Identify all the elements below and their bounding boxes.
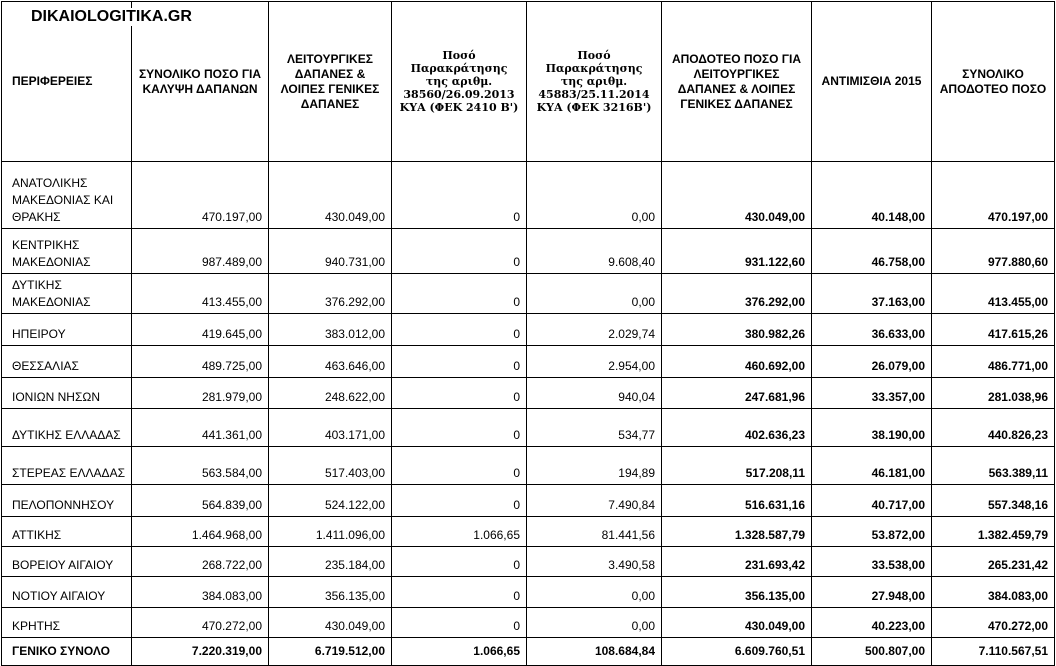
total-paid-cell: 486.771,00 xyxy=(932,346,1055,378)
operating-cell: 940.731,00 xyxy=(269,229,392,274)
header-withhold-2014: Ποσό Παρακράτησης της αριθμ. 45883/25.11.2014 ΚΥΑ (ΦΕΚ 3216Β') xyxy=(527,2,662,162)
operating-cell: 524.122,00 xyxy=(269,485,392,517)
operating-cell: 403.171,00 xyxy=(269,409,392,447)
header-allowance: ΑΝΤΙΜΙΣΘΙΑ 2015 xyxy=(812,2,932,162)
paid-operating-cell: 380.982,26 xyxy=(662,314,812,346)
total-paid-cell: 265.231,42 xyxy=(932,547,1055,577)
operating-cell: 383.012,00 xyxy=(269,314,392,346)
allowance-cell: 33.538,00 xyxy=(812,547,932,577)
total-cost-cell: 987.489,00 xyxy=(132,229,269,274)
withhold-2014-cell: 194,89 xyxy=(527,447,662,485)
total-cost-cell: 489.725,00 xyxy=(132,346,269,378)
total-paid-cell: 977.880,60 xyxy=(932,229,1055,274)
table-row xyxy=(2,608,1055,638)
total-cost-cell: 268.722,00 xyxy=(132,547,269,577)
withhold-2014-cell: 0,00 xyxy=(527,577,662,608)
allowance-cell: 33.357,00 xyxy=(812,378,932,409)
total-paid-cell: 1.382.459,79 xyxy=(932,517,1055,547)
region-cell: ΠΕΛΟΠΟΝΝΗΣΟΥ xyxy=(2,485,132,517)
paid-operating-cell: 516.631,16 xyxy=(662,485,812,517)
withhold-2013-cell: 0 xyxy=(392,314,527,346)
operating-cell: 376.292,00 xyxy=(269,274,392,314)
table-row xyxy=(2,409,1055,447)
total-cost-cell: 470.272,00 xyxy=(132,608,269,638)
total-paid-sum: 7.110.567,51 xyxy=(932,638,1055,666)
header-paid-operating: ΑΠΟΔΟΤΕΟ ΠΟΣΟ ΓΙΑ ΛΕΙΤΟΥΡΓΙΚΕΣ ΔΑΠΑΝΕΣ & ΛΟΙΠΕΣ ΓΕΝΙΚΕΣ ΔΑΠΑΝΕΣ xyxy=(662,2,812,162)
allowance-cell: 46.758,00 xyxy=(812,229,932,274)
withhold-2013-cell: 0 xyxy=(392,547,527,577)
allowance-cell: 40.223,00 xyxy=(812,608,932,638)
header-region: ΠΕΡΙΦΕΡΕΙΕΣ xyxy=(2,2,132,162)
region-cell: ΗΠΕΙΡΟΥ xyxy=(2,314,132,346)
total-cost-cell: 470.197,00 xyxy=(132,162,269,229)
table-row xyxy=(2,485,1055,517)
table-row xyxy=(2,547,1055,577)
withhold-2014-cell: 2.029,74 xyxy=(527,314,662,346)
total-paid-cell: 557.348,16 xyxy=(932,485,1055,517)
paid-operating-cell: 430.049,00 xyxy=(662,162,812,229)
header-total-paid: ΣΥΝΟΛΙΚΟ ΑΠΟΔΟΤΕΟ ΠΟΣΟ xyxy=(932,2,1055,162)
paid-operating-cell: 460.692,00 xyxy=(662,346,812,378)
withhold-2013-cell: 0 xyxy=(392,162,527,229)
total-cost-cell: 419.645,00 xyxy=(132,314,269,346)
region-cell: ΚΕΝΤΡΙΚΗΣ ΜΑΚΕΔΟΝΙΑΣ xyxy=(2,229,132,274)
withhold-2013-cell: 0 xyxy=(392,577,527,608)
operating-cell: 248.622,00 xyxy=(269,378,392,409)
allowance-sum: 500.807,00 xyxy=(812,638,932,666)
paid-operating-sum: 6.609.760,51 xyxy=(662,638,812,666)
paid-operating-cell: 402.636,23 xyxy=(662,409,812,447)
allowance-cell: 53.872,00 xyxy=(812,517,932,547)
withhold-2014-cell: 7.490,84 xyxy=(527,485,662,517)
paid-operating-cell: 517.208,11 xyxy=(662,447,812,485)
withhold-2014-cell: 0,00 xyxy=(527,274,662,314)
withhold-2013-cell: 0 xyxy=(392,346,527,378)
region-cell: ΒΟΡΕΙΟΥ ΑΙΓΑΙΟΥ xyxy=(2,547,132,577)
withhold-2013-cell: 0 xyxy=(392,485,527,517)
table-row xyxy=(2,447,1055,485)
total-paid-cell: 384.083,00 xyxy=(932,577,1055,608)
table-row xyxy=(2,378,1055,409)
total-paid-cell: 470.197,00 xyxy=(932,162,1055,229)
paid-operating-cell: 356.135,00 xyxy=(662,577,812,608)
region-cell: ΑΤΤΙΚΗΣ xyxy=(2,517,132,547)
total-cost-cell: 564.839,00 xyxy=(132,485,269,517)
paid-operating-cell: 231.693,42 xyxy=(662,547,812,577)
allowance-cell: 38.190,00 xyxy=(812,409,932,447)
total-cost-cell: 1.464.968,00 xyxy=(132,517,269,547)
total-paid-cell: 563.389,11 xyxy=(932,447,1055,485)
withhold-2013-sum: 1.066,65 xyxy=(392,638,527,666)
operating-cell: 517.403,00 xyxy=(269,447,392,485)
region-cell: ΚΡΗΤΗΣ xyxy=(2,608,132,638)
total-paid-cell: 413.455,00 xyxy=(932,274,1055,314)
operating-cell: 463.646,00 xyxy=(269,346,392,378)
total-cost-cell: 413.455,00 xyxy=(132,274,269,314)
paid-operating-cell: 376.292,00 xyxy=(662,274,812,314)
allowance-cell: 46.181,00 xyxy=(812,447,932,485)
withhold-2013-cell: 0 xyxy=(392,608,527,638)
withhold-2013-cell: 0 xyxy=(392,447,527,485)
operating-cell: 430.049,00 xyxy=(269,162,392,229)
total-label: ΓΕΝΙΚΟ ΣΥΝΟΛΟ xyxy=(2,638,132,666)
operating-cell: 430.049,00 xyxy=(269,608,392,638)
total-paid-cell: 281.038,96 xyxy=(932,378,1055,409)
withhold-2014-cell: 0,00 xyxy=(527,608,662,638)
total-cost-cell: 384.083,00 xyxy=(132,577,269,608)
withhold-2014-cell: 940,04 xyxy=(527,378,662,409)
total-row xyxy=(2,638,1055,666)
total-cost-sum: 7.220.319,00 xyxy=(132,638,269,666)
withhold-2013-cell: 0 xyxy=(392,409,527,447)
paid-operating-cell: 430.049,00 xyxy=(662,608,812,638)
region-cell: ΘΕΣΣΑΛΙΑΣ xyxy=(2,346,132,378)
region-cell: ΔΥΤΙΚΗΣ ΜΑΚΕΔΟΝΙΑΣ xyxy=(2,274,132,314)
table-row xyxy=(2,162,1055,229)
withhold-2014-cell: 9.608,40 xyxy=(527,229,662,274)
table-row xyxy=(2,346,1055,378)
region-cell: ΣΤΕΡΕΑΣ ΕΛΛΑΔΑΣ xyxy=(2,447,132,485)
total-paid-cell: 440.826,23 xyxy=(932,409,1055,447)
withhold-2014-cell: 2.954,00 xyxy=(527,346,662,378)
region-cell: ΝΟΤΙΟΥ ΑΙΓΑΙΟΥ xyxy=(2,577,132,608)
withhold-2014-cell: 534,77 xyxy=(527,409,662,447)
table-row xyxy=(2,517,1055,547)
allowance-cell: 36.633,00 xyxy=(812,314,932,346)
header-operating: ΛΕΙΤΟΥΡΓΙΚΕΣ ΔΑΠΑΝΕΣ & ΛΟΙΠΕΣ ΓΕΝΙΚΕΣ ΔΑΠΑΝΕΣ xyxy=(269,2,392,162)
allowance-cell: 37.163,00 xyxy=(812,274,932,314)
paid-operating-cell: 931.122,60 xyxy=(662,229,812,274)
header-total-cost: ΣΥΝΟΛΙΚΟ ΠΟΣΟ ΓΙΑ ΚΑΛΥΨΗ ΔΑΠΑΝΩΝ xyxy=(132,2,269,162)
total-cost-cell: 441.361,00 xyxy=(132,409,269,447)
allowance-cell: 40.148,00 xyxy=(812,162,932,229)
table-row xyxy=(2,274,1055,314)
allowance-cell: 40.717,00 xyxy=(812,485,932,517)
total-paid-cell: 470.272,00 xyxy=(932,608,1055,638)
watermark: DIKAIOLOGITIKA.GR xyxy=(31,8,192,25)
table-row xyxy=(2,577,1055,608)
paid-operating-cell: 247.681,96 xyxy=(662,378,812,409)
allowance-cell: 27.948,00 xyxy=(812,577,932,608)
allowance-cell: 26.079,00 xyxy=(812,346,932,378)
withhold-2013-cell: 0 xyxy=(392,274,527,314)
total-cost-cell: 281.979,00 xyxy=(132,378,269,409)
header-withhold-2013: Ποσό Παρακράτησης της αριθμ. 38560/26.09.2013 ΚΥΑ (ΦΕΚ 2410 Β') xyxy=(392,2,527,162)
withhold-2013-cell: 1.066,65 xyxy=(392,517,527,547)
operating-cell: 1.411.096,00 xyxy=(269,517,392,547)
operating-cell: 356.135,00 xyxy=(269,577,392,608)
withhold-2013-cell: 0 xyxy=(392,378,527,409)
withhold-2013-cell: 0 xyxy=(392,229,527,274)
budget-table xyxy=(1,1,1055,666)
region-cell: ΙΟΝΙΩΝ ΝΗΣΩΝ xyxy=(2,378,132,409)
withhold-2014-cell: 81.441,56 xyxy=(527,517,662,547)
table-row xyxy=(2,314,1055,346)
total-paid-cell: 417.615,26 xyxy=(932,314,1055,346)
paid-operating-cell: 1.328.587,79 xyxy=(662,517,812,547)
withhold-2014-cell: 0,00 xyxy=(527,162,662,229)
total-cost-cell: 563.584,00 xyxy=(132,447,269,485)
region-cell: ΔΥΤΙΚΗΣ ΕΛΛΑΔΑΣ xyxy=(2,409,132,447)
withhold-2014-cell: 3.490,58 xyxy=(527,547,662,577)
operating-sum: 6.719.512,00 xyxy=(269,638,392,666)
operating-cell: 235.184,00 xyxy=(269,547,392,577)
withhold-2014-sum: 108.684,84 xyxy=(527,638,662,666)
table-row xyxy=(2,229,1055,274)
region-cell: ΑΝΑΤΟΛΙΚΗΣ ΜΑΚΕΔΟΝΙΑΣ ΚΑΙ ΘΡΑΚΗΣ xyxy=(2,162,132,229)
